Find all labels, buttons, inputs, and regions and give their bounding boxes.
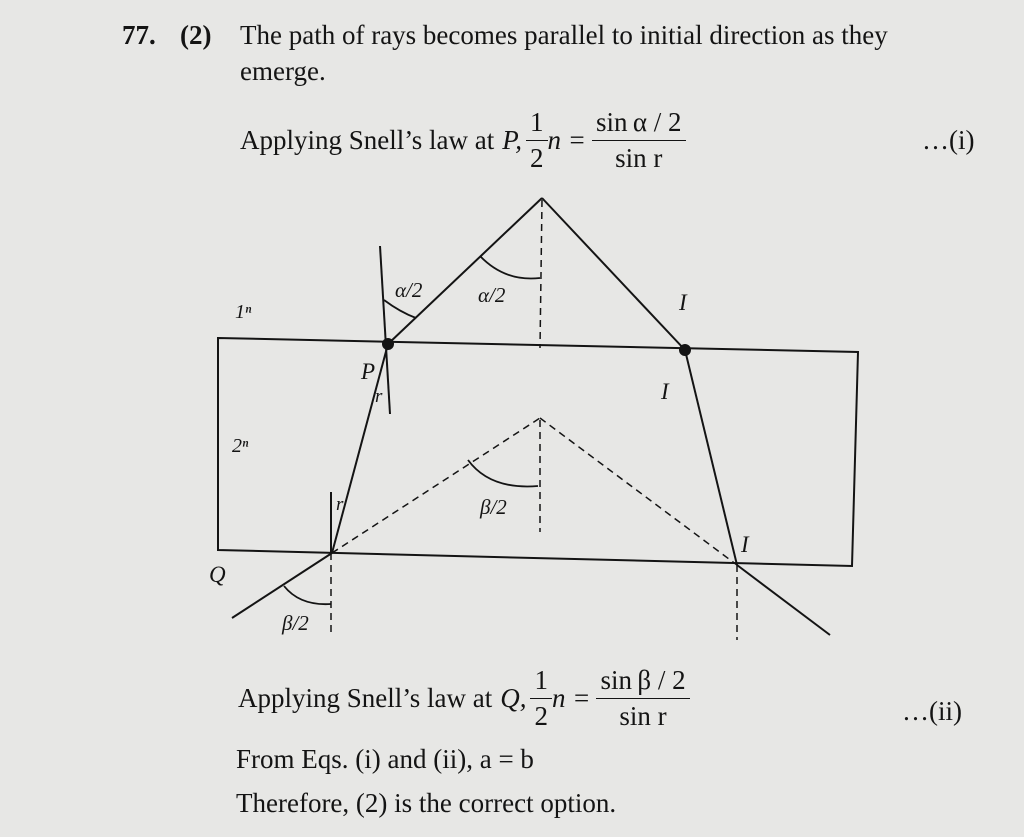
- bisector-alpha: [540, 200, 542, 348]
- emergent-ray-left: [232, 553, 332, 618]
- beta-label-bottom: β/2: [282, 611, 309, 635]
- point-i-dot: [679, 344, 691, 356]
- eq2-n: n =: [551, 682, 591, 713]
- question-text-line1: The path of rays becomes parallel to initial direction as they: [240, 20, 888, 50]
- point-p-dot: [382, 338, 394, 350]
- question-text-line2: emerge.: [240, 56, 326, 86]
- eq2-rhs-den: sin r: [619, 700, 667, 731]
- eq2-frac-num: 1: [530, 665, 552, 699]
- question-number: 77.: [122, 20, 156, 50]
- refracted-ray-right: [685, 350, 737, 565]
- refracted-ray-left: [332, 344, 388, 553]
- conclusion-line1: From Eqs. (i) and (ii), a = b: [236, 744, 534, 774]
- snell-equation-ii: [238, 658, 690, 738]
- r-label-lower: r: [336, 494, 344, 515]
- alpha-label-right: α/2: [478, 283, 506, 307]
- conclusion-line2: Therefore, (2) is the correct option.: [236, 788, 617, 818]
- i-label-top: I: [679, 290, 687, 315]
- answer-option: (2): [180, 20, 212, 50]
- eq1-frac-num: 1: [526, 107, 548, 141]
- eq1-frac-den: 2: [530, 142, 544, 173]
- eq1-rhs-num: sin α / 2: [592, 107, 686, 141]
- beta-label-center: β/2: [480, 495, 507, 519]
- eq2-rhs-num: sin β / 2: [596, 665, 689, 699]
- eq2-half-fraction: [530, 665, 552, 732]
- alpha-label-left: α/2: [395, 278, 423, 302]
- i-label-bottom: I: [741, 532, 749, 557]
- eq1-rhs-den: sin r: [615, 142, 663, 173]
- eq2-tag: …(ii): [902, 696, 962, 726]
- incident-ray-left: [388, 198, 542, 344]
- i-label-middle: I: [661, 379, 669, 404]
- eq1-prefix: Applying Snell’s law at: [240, 124, 495, 155]
- arc-alpha-right: [480, 256, 540, 279]
- incident-ray-right: [542, 198, 685, 350]
- arc-alpha-left: [384, 300, 416, 318]
- eq1-n: n =: [547, 124, 586, 155]
- r-label-upper: r: [375, 386, 383, 407]
- medium2-label: 2ⁿ: [232, 435, 249, 457]
- eq2-sine-ratio: [596, 665, 689, 732]
- eq1-point: P,: [502, 124, 522, 155]
- arc-beta-bottom: [284, 586, 331, 604]
- emergent-ray-right: [737, 565, 830, 635]
- medium1-label: 1ⁿ: [235, 301, 252, 323]
- point-q-label: Q: [209, 562, 226, 587]
- eq1-tag: …(i): [922, 125, 975, 155]
- eq2-frac-den: 2: [534, 700, 548, 731]
- eq2-prefix: Applying Snell’s law at: [238, 682, 493, 713]
- glass-slab: [218, 338, 858, 566]
- arc-beta-center: [468, 460, 538, 486]
- point-p-label: P: [361, 359, 376, 384]
- eq2-point: Q,: [500, 682, 527, 713]
